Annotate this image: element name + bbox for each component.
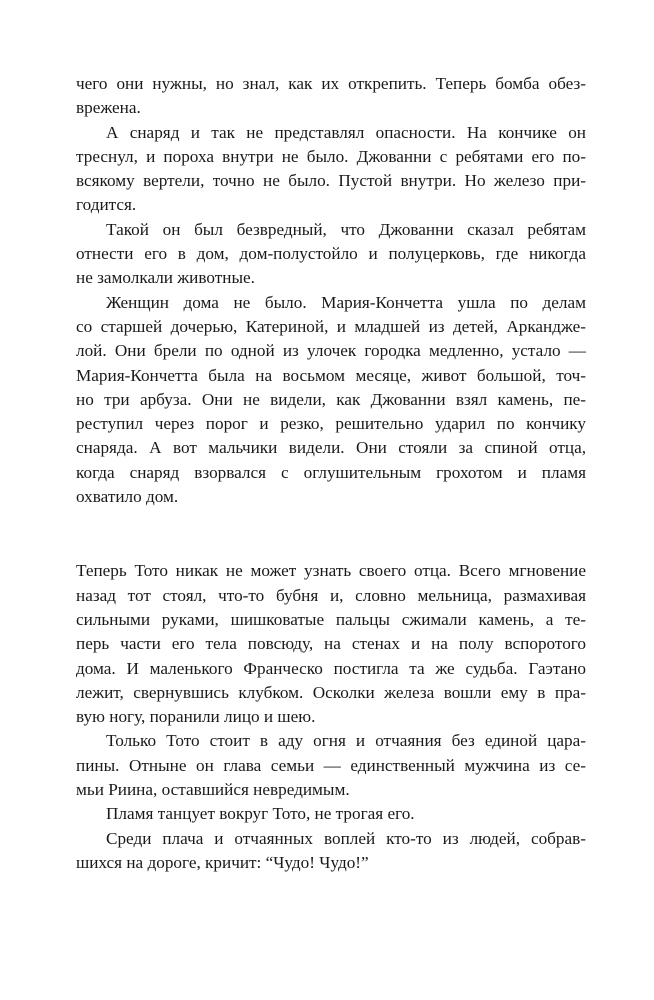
text-line: всякому вертели, точно не было. Пустой внутри. Но железо при- — [76, 171, 586, 191]
text-line: пины. Отныне он глава семьи — единственный мужчина из се- — [76, 755, 586, 775]
text-line: врежена. — [76, 98, 141, 118]
text-line: реступил через порог и резко, решительно ударил по кончику — [76, 414, 586, 434]
text-section-1 — [76, 72, 586, 509]
text-line: годится. — [76, 195, 137, 215]
text-line: когда снаряд взорвался с оглушительным грохотом и пламя — [76, 462, 586, 482]
text-line: Пламя танцует вокруг Тото, не трогая его. — [106, 804, 415, 824]
text-line: Только Тото стоит в аду огня и отчаяния без единой цара- — [106, 731, 586, 751]
text-line: Такой он был безвредный, что Джованни сказал ребятам — [106, 219, 586, 239]
text-line: дома. И маленького Франческо постигла та же судьба. Гаэтано — [76, 658, 586, 678]
text-line: чего они нужны, но знал, как их открепить. Теперь бомба обез- — [76, 74, 586, 93]
text-line: шихся на дороге, кричит: “Чудо! Чудо!” — [76, 852, 369, 872]
text-line: но три арбуза. Они не видели, как Джованни взял камень, пе- — [76, 389, 586, 409]
text-line: перь части его тела повсюду, на стенах и на полу вспоротого — [76, 634, 586, 654]
text-line: мьи Риина, оставшийся невредимым. — [76, 780, 350, 800]
text-line: лой. Они брели по одной из улочек городка медленно, устало — — [76, 341, 586, 361]
text-line: не замолкали животные. — [76, 268, 255, 288]
text-line: сильными руками, шишковатые пальцы сжимали камень, а те- — [76, 609, 586, 629]
text-line: Среди плача и отчаянных воплей кто-то из людей, собрав- — [106, 828, 586, 848]
text-line: назад тот стоял, что-то бубня и, словно мельница, размахивая — [76, 585, 586, 605]
text-line: треснул, и пороха внутри не было. Джованни с ребятами его по- — [76, 146, 586, 166]
text-line: охватило дом. — [76, 487, 179, 507]
text-section-2 — [76, 559, 586, 875]
text-line: Теперь Тото никак не может узнать своего отца. Всего мгновение — [76, 561, 586, 581]
book-page — [76, 72, 586, 875]
text-line: вую ногу, поранили лицо и шею. — [76, 707, 316, 727]
text-line: Женщин дома не было. Мария-Кончетта ушла по делам — [106, 292, 586, 312]
text-line: со старшей дочерью, Катериной, и младшей из детей, Аркандже- — [76, 316, 586, 336]
text-line: Мария-Кончетта была на восьмом месяце, живот большой, точ- — [76, 365, 586, 385]
text-line: лежит, свернувшись клубком. Осколки железа вошли ему в пра- — [76, 682, 586, 702]
text-line: отнести его в дом, дом-полустойло и полуцерковь, где никогда — [76, 244, 586, 264]
text-line: снаряда. А вот мальчики видели. Они стояли за спиной отца, — [76, 438, 586, 458]
text-line: А снаряд и так не представлял опасности. На кончике он — [106, 122, 586, 142]
section-break — [76, 509, 586, 559]
